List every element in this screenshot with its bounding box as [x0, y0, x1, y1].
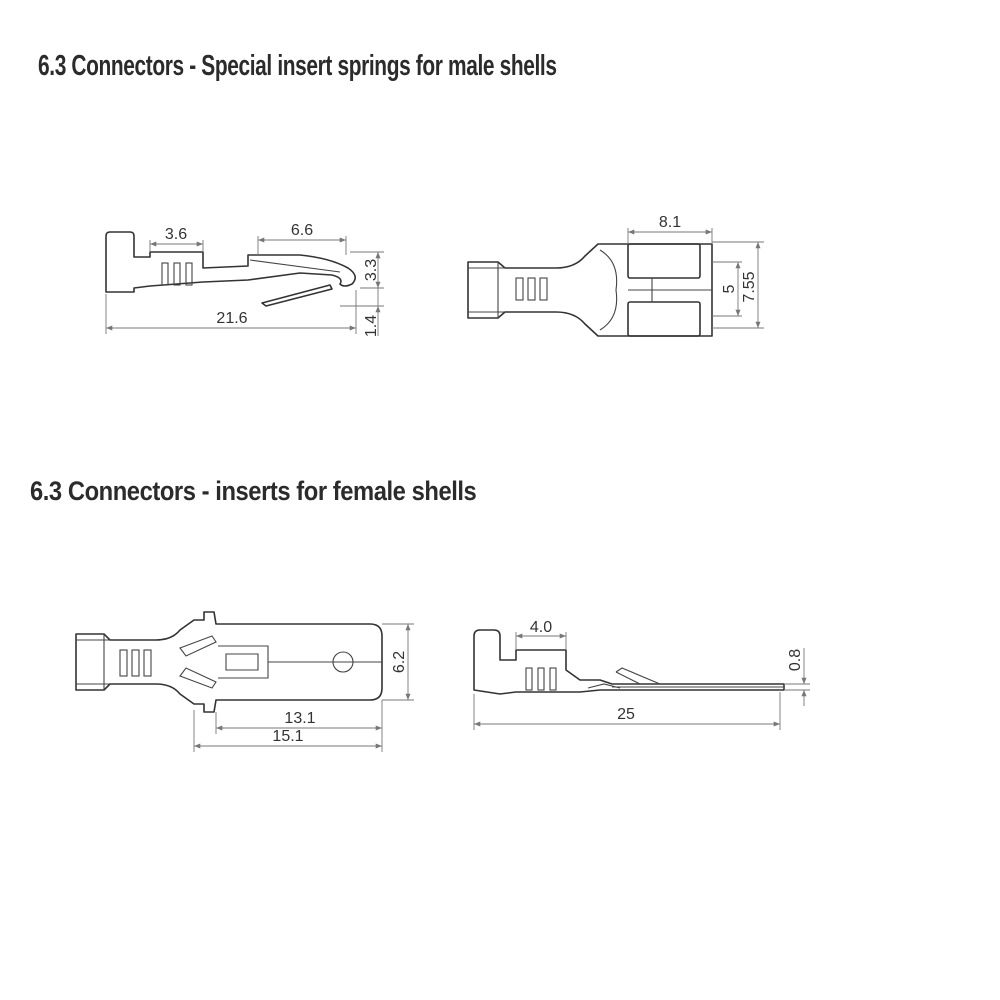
dim-insert-overall-length: 15.1 [272, 728, 304, 745]
heading-male-springs: 6.3 Connectors - Special insert springs for male shells [38, 50, 557, 82]
heading-female-inserts: 6.3 Connectors - inserts for female shells [30, 476, 477, 506]
spring-side-view [106, 222, 384, 337]
dim-insert-slot-width: 4.0 [529, 619, 553, 636]
dim-spring-inner-width: 5 [721, 284, 738, 294]
insert-side-outline [474, 630, 784, 694]
dim-insert-blade-width: 6.2 [391, 650, 408, 674]
dim-spring-length: 6.6 [290, 222, 314, 239]
dim-spring-body-length: 8.1 [658, 214, 682, 231]
dim-spring-outer-width: 7.55 [741, 271, 758, 303]
dim-spring-slot-width: 3.6 [164, 226, 188, 243]
insert-side-view [474, 619, 810, 730]
dim-insert-thickness: 0.8 [787, 648, 804, 672]
spring-side-outline [106, 232, 355, 292]
dim-insert-blade-length: 13.1 [284, 710, 316, 727]
dim-spring-tail: 1.4 [363, 314, 380, 338]
insert-top-view [76, 612, 414, 752]
spring-top-view [468, 214, 764, 336]
dim-spring-height: 3.3 [363, 258, 380, 282]
dim-spring-overall-length: 21.6 [216, 310, 248, 327]
dim-insert-overall-length-side: 25 [617, 706, 635, 723]
